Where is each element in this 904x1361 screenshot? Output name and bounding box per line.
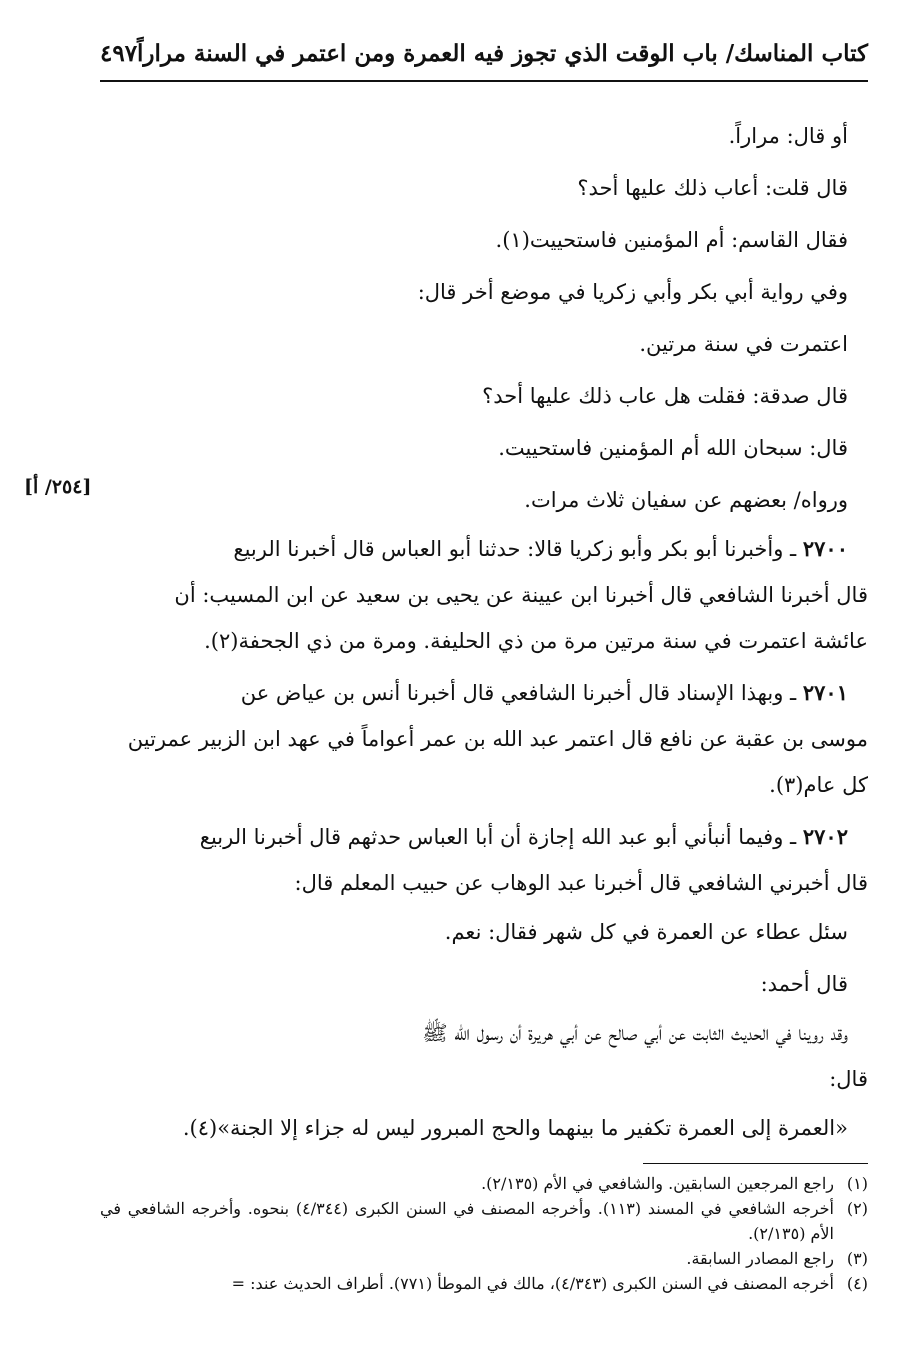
text-line <box>100 814 868 860</box>
margin-folio-note: [٢٥٤/ أ] <box>24 476 92 498</box>
footnote <box>100 1246 868 1271</box>
footnote-text: أخرجه المصنف في السنن الكبرى (٤/٣٤٣)، مالك في الموطأ (٧٧١). أطراف الحديث عند: = <box>231 1274 834 1293</box>
text-line: قال أخبرنا الشافعي قال أخبرنا ابن عيينة عن يحيى بن سعيد عن ابن المسيب: أن <box>174 583 868 607</box>
hadith-number: ٢٧٠٠ <box>802 536 848 561</box>
footnote-number: (٤) <box>846 1274 868 1293</box>
text-line: أو قال: مراراً. <box>728 124 848 148</box>
text-line: قال أحمد: <box>760 972 848 996</box>
hadith-text: ـ وبهذا الإسناد قال أخبرنا الشافعي قال أخبرنا أنس بن عياض عن <box>240 681 797 705</box>
text-line: موسى بن عقبة عن نافع قال اعتمر عبد الله بن عمر أعواماً في عهد ابن الزبير عمرتين <box>127 727 868 751</box>
hadith-2702 <box>100 814 868 1154</box>
footnotes <box>100 1171 868 1296</box>
page-number: ٤٩٧ <box>100 40 138 67</box>
main-text <box>100 110 868 1160</box>
footnote-number: (١) <box>846 1174 868 1193</box>
hadith-number: ٢٧٠١ <box>802 680 848 705</box>
hadith-2700 <box>100 526 868 664</box>
footnote-number: (٢) <box>846 1199 868 1218</box>
hadith-number: ٢٧٠٢ <box>802 824 848 849</box>
text-line: اعتمرت في سنة مرتين. <box>639 332 848 356</box>
text-line: ورواه/ بعضهم عن سفيان ثلاث مرات. <box>524 488 848 512</box>
footnote-text: أخرجه الشافعي في المسند (١١٣). وأخرجه المصنف في السنن الكبرى (٤/٣٤٤) بنحوه. وأخرجه الشافعي في الأم (٢/١٣٥). <box>100 1199 835 1243</box>
page <box>24 28 868 1338</box>
running-header <box>100 40 868 82</box>
header-title: كتاب المناسك/ باب الوقت الذي تجوز فيه العمرة ومن اعتمر في السنة مراراً <box>137 40 868 67</box>
text-line: قال قلت: أعاب ذلك عليها أحد؟ <box>577 176 848 200</box>
text-line: فقال القاسم: أم المؤمنين فاستحييت(١). <box>495 228 848 252</box>
text-line <box>100 670 868 716</box>
text-line: قال: <box>829 1067 868 1091</box>
hadith-text: ـ وأخبرنا أبو بكر وأبو زكريا قالا: حدثنا أبو العباس قال أخبرنا الربيع <box>233 537 797 561</box>
text-line: «العمرة إلى العمرة تكفير ما بينهما والحج المبرور ليس له جزاء إلا الجنة»(٤). <box>182 1116 848 1140</box>
footnote <box>100 1171 868 1196</box>
footnote-text: راجع المصادر السابقة. <box>686 1249 834 1268</box>
footnote <box>100 1196 868 1246</box>
footnote-text: راجع المرجعين السابقين. والشافعي في الأم (٢/١٣٥). <box>481 1174 834 1193</box>
hadith-text: ـ وفيما أنبأني أبو عبد الله إجازة أن أبا العباس حدثهم قال أخبرنا الربيع <box>199 825 797 849</box>
text-line: كل عام(٣). <box>769 773 868 797</box>
text-line: وفي رواية أبي بكر وأبي زكريا في موضع أخر قال: <box>417 280 848 304</box>
text-line: وقد روينا في الحديث الثابت عن أبي صالح عن أبي هريرة أن رسول الله ﷺ <box>422 1021 848 1045</box>
text-line: عائشة اعتمرت في سنة مرتين مرة من ذي الحليفة. ومرة من ذي الجحفة(٢). <box>204 629 868 653</box>
text-line: قال صدقة: فقلت هل عاب ذلك عليها أحد؟ <box>482 384 848 408</box>
text-line: سئل عطاء عن العمرة في كل شهر فقال: نعم. <box>444 920 848 944</box>
footnote <box>100 1271 868 1296</box>
text-line: قال: سبحان الله أم المؤمنين فاستحييت. <box>498 436 848 460</box>
footnote-number: (٣) <box>846 1249 868 1268</box>
hadith-2701 <box>100 670 868 808</box>
footnote-divider <box>643 1163 868 1164</box>
text-line <box>100 526 868 572</box>
text-line: قال أخبرني الشافعي قال أخبرنا عبد الوهاب عن حبيب المعلم قال: <box>294 871 868 895</box>
